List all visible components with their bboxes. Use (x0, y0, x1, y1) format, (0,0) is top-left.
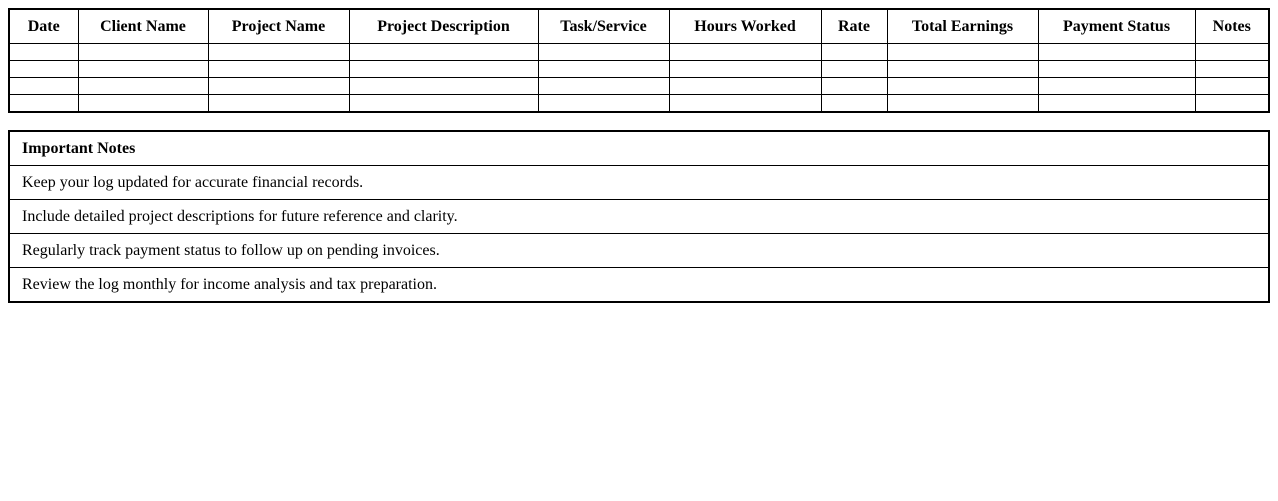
empty-cell (1195, 78, 1269, 95)
empty-cell (887, 44, 1038, 61)
log-table-body (9, 44, 1269, 113)
notes-title-row (9, 131, 1269, 166)
note-row (9, 200, 1269, 234)
empty-cell (669, 95, 821, 113)
note-text: Review the log monthly for income analysis and tax preparation. (9, 268, 1269, 303)
column-header-total-earnings: Total Earnings (887, 9, 1038, 44)
empty-cell (208, 95, 349, 113)
empty-cell (538, 78, 669, 95)
note-row (9, 166, 1269, 200)
note-row (9, 234, 1269, 268)
empty-cell (669, 78, 821, 95)
column-header-hours-worked: Hours Worked (669, 9, 821, 44)
empty-cell (821, 61, 887, 78)
note-text: Regularly track payment status to follow up on pending invoices. (9, 234, 1269, 268)
column-header-client-name: Client Name (78, 9, 208, 44)
empty-cell (1038, 95, 1195, 113)
empty-cell (1038, 44, 1195, 61)
important-notes-table (8, 130, 1270, 303)
empty-cell (78, 95, 208, 113)
empty-cell (349, 44, 538, 61)
empty-cell (78, 44, 208, 61)
empty-cell (349, 95, 538, 113)
note-text: Keep your log updated for accurate financial records. (9, 166, 1269, 200)
note-text: Include detailed project descriptions for future reference and clarity. (9, 200, 1269, 234)
empty-log-row (9, 44, 1269, 61)
empty-cell (821, 95, 887, 113)
empty-cell (887, 95, 1038, 113)
notes-section-title: Important Notes (9, 131, 1269, 166)
empty-cell (1038, 78, 1195, 95)
column-header-project-description: Project Description (349, 9, 538, 44)
empty-cell (821, 78, 887, 95)
empty-cell (538, 61, 669, 78)
note-row (9, 268, 1269, 303)
empty-cell (669, 44, 821, 61)
empty-cell (887, 61, 1038, 78)
empty-log-row (9, 95, 1269, 113)
empty-cell (9, 78, 78, 95)
column-header-rate: Rate (821, 9, 887, 44)
empty-cell (9, 95, 78, 113)
empty-cell (1195, 95, 1269, 113)
column-header-date: Date (9, 9, 78, 44)
empty-log-row (9, 78, 1269, 95)
freelance-work-log-table (8, 8, 1270, 113)
empty-cell (1195, 61, 1269, 78)
column-header-task-service: Task/Service (538, 9, 669, 44)
empty-cell (78, 61, 208, 78)
empty-cell (887, 78, 1038, 95)
empty-cell (1038, 61, 1195, 78)
empty-cell (669, 61, 821, 78)
empty-cell (9, 61, 78, 78)
column-header-notes: Notes (1195, 9, 1269, 44)
empty-cell (821, 44, 887, 61)
document-page (0, 8, 1278, 501)
empty-cell (538, 95, 669, 113)
empty-cell (78, 78, 208, 95)
header-row (9, 9, 1269, 44)
column-header-payment-status: Payment Status (1038, 9, 1195, 44)
empty-cell (349, 78, 538, 95)
empty-cell (208, 61, 349, 78)
empty-log-row (9, 61, 1269, 78)
empty-cell (349, 61, 538, 78)
empty-cell (208, 44, 349, 61)
empty-cell (9, 44, 78, 61)
column-header-project-name: Project Name (208, 9, 349, 44)
empty-cell (1195, 44, 1269, 61)
empty-cell (208, 78, 349, 95)
empty-cell (538, 44, 669, 61)
